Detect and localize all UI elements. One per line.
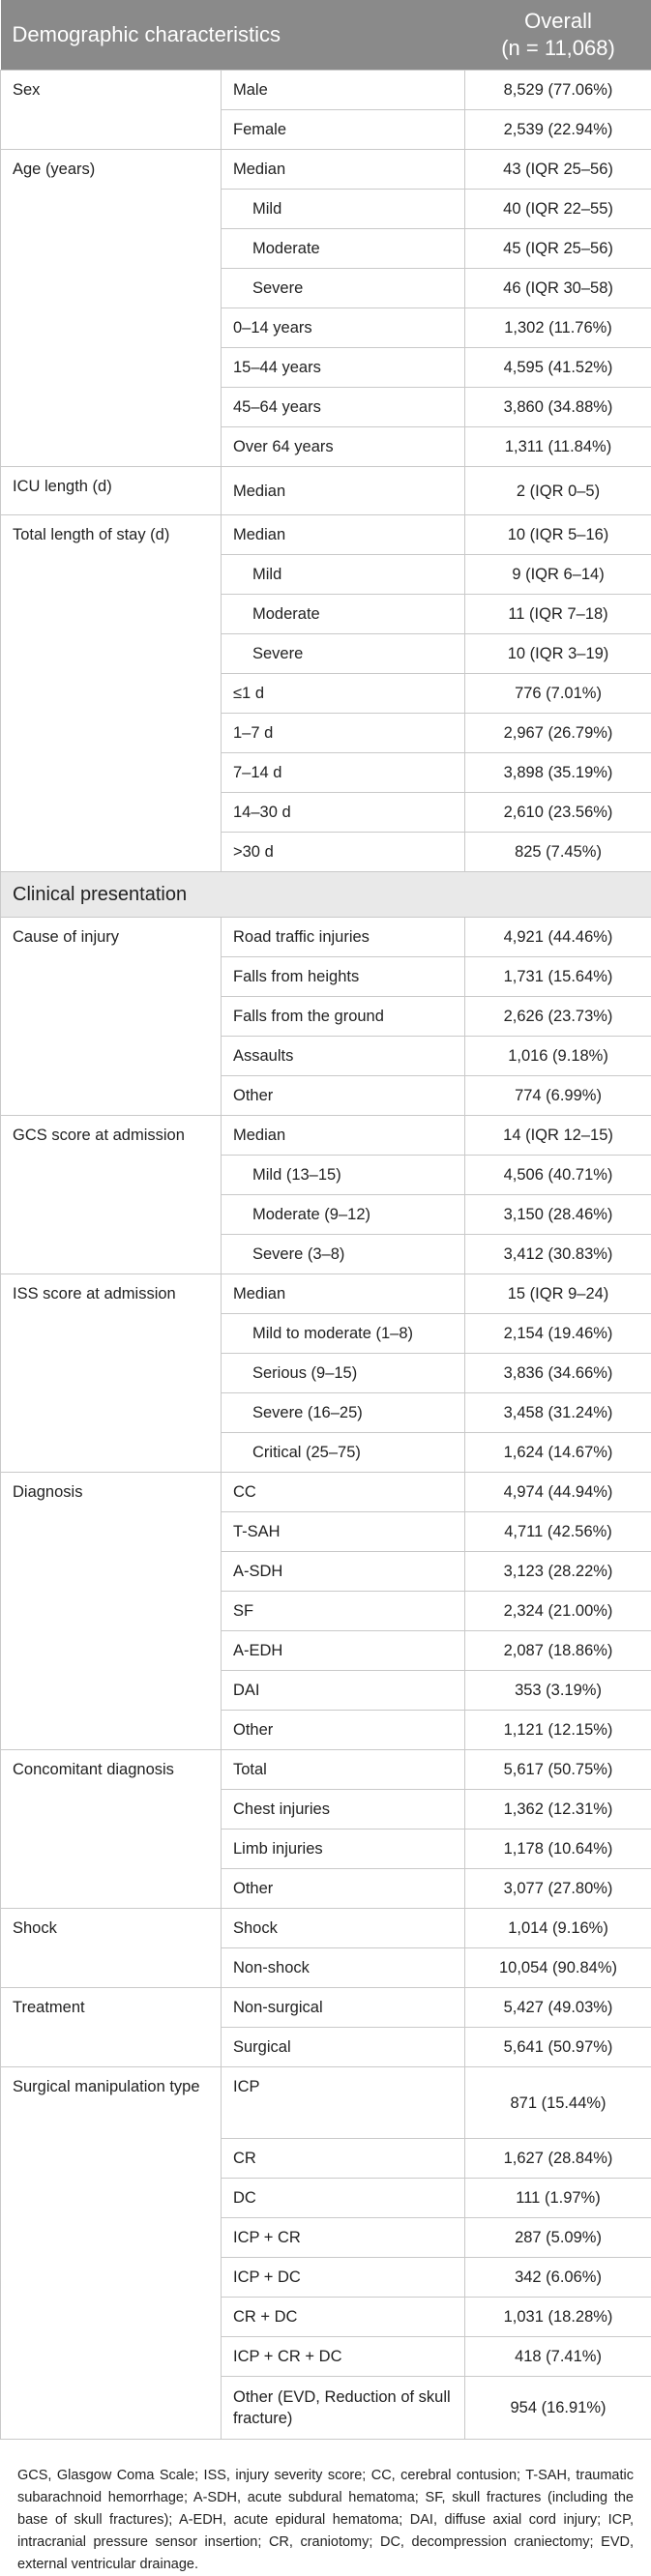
value-cell: 46 (IQR 30–58)	[465, 269, 651, 308]
subcategory-cell: Mild	[222, 190, 465, 229]
subcategory-cell: Moderate	[222, 229, 465, 269]
table-row	[1, 2067, 651, 2139]
value-cell: 2,324 (21.00%)	[465, 1592, 651, 1631]
value-cell: 5,427 (49.03%)	[465, 1988, 651, 2028]
subcategory-cell: Shock	[222, 1909, 465, 1948]
value-cell: 418 (7.41%)	[465, 2337, 651, 2377]
subcategory-cell: CC	[222, 1473, 465, 1512]
subcategory-cell: ≤1 d	[222, 674, 465, 714]
value-cell: 4,921 (44.46%)	[465, 918, 651, 957]
subcategory-cell: Median	[222, 1116, 465, 1156]
category-cell: Total length of stay (d)	[1, 515, 222, 872]
category-cell: Shock	[1, 1909, 222, 1988]
header-overall	[465, 0, 651, 71]
subcategory-cell: CR + DC	[222, 2298, 465, 2337]
subcategory-cell: >30 d	[222, 833, 465, 872]
category-cell: Sex	[1, 71, 222, 150]
category-cell: Cause of injury	[1, 918, 222, 1116]
subcategory-cell: Median	[222, 150, 465, 190]
value-cell: 2 (IQR 0–5)	[465, 467, 651, 515]
subcategory-cell: Serious (9–15)	[222, 1354, 465, 1393]
category-cell: ICU length (d)	[1, 467, 222, 515]
table-row	[1, 71, 651, 110]
value-cell: 3,898 (35.19%)	[465, 753, 651, 793]
value-cell: 15 (IQR 9–24)	[465, 1274, 651, 1314]
value-cell: 2,967 (26.79%)	[465, 714, 651, 753]
value-cell: 9 (IQR 6–14)	[465, 555, 651, 595]
subcategory-cell: Severe (16–25)	[222, 1393, 465, 1433]
table-row	[1, 1473, 651, 1512]
value-cell: 342 (6.06%)	[465, 2258, 651, 2298]
value-cell: 1,121 (12.15%)	[465, 1711, 651, 1750]
value-cell: 3,412 (30.83%)	[465, 1235, 651, 1274]
subcategory-cell: Mild (13–15)	[222, 1156, 465, 1195]
subcategory-cell: Falls from the ground	[222, 997, 465, 1037]
subcategory-cell: 1–7 d	[222, 714, 465, 753]
value-cell: 2,087 (18.86%)	[465, 1631, 651, 1671]
subcategory-cell: ICP + CR + DC	[222, 2337, 465, 2377]
value-cell: 2,539 (22.94%)	[465, 110, 651, 150]
category-cell: ISS score at admission	[1, 1274, 222, 1473]
subcategory-cell: 14–30 d	[222, 793, 465, 833]
value-cell: 2,610 (23.56%)	[465, 793, 651, 833]
value-cell: 45 (IQR 25–56)	[465, 229, 651, 269]
header-overall-count: (n = 11,068)	[501, 36, 615, 60]
table-row	[1, 1988, 651, 2028]
value-cell: 3,077 (27.80%)	[465, 1869, 651, 1909]
table-row	[1, 1274, 651, 1314]
value-cell: 5,617 (50.75%)	[465, 1750, 651, 1790]
value-cell: 1,016 (9.18%)	[465, 1037, 651, 1076]
category-cell: Treatment	[1, 1988, 222, 2067]
subcategory-cell: T-SAH	[222, 1512, 465, 1552]
subcategory-cell: DC	[222, 2179, 465, 2218]
value-cell: 1,031 (18.28%)	[465, 2298, 651, 2337]
header-overall-label: Overall	[524, 9, 592, 33]
value-cell: 3,458 (31.24%)	[465, 1393, 651, 1433]
subcategory-cell: Other	[222, 1869, 465, 1909]
value-cell: 10 (IQR 3–19)	[465, 634, 651, 674]
subcategory-cell: Severe	[222, 269, 465, 308]
category-cell: GCS score at admission	[1, 1116, 222, 1274]
value-cell: 10,054 (90.84%)	[465, 1948, 651, 1988]
value-cell: 43 (IQR 25–56)	[465, 150, 651, 190]
value-cell: 1,302 (11.76%)	[465, 308, 651, 348]
value-cell: 8,529 (77.06%)	[465, 71, 651, 110]
value-cell: 1,311 (11.84%)	[465, 427, 651, 467]
value-cell: 776 (7.01%)	[465, 674, 651, 714]
subcategory-cell: ICP	[222, 2067, 465, 2139]
section-title-clinical-presentation: Clinical presentation	[1, 872, 651, 918]
subcategory-cell: 15–44 years	[222, 348, 465, 388]
value-cell: 4,506 (40.71%)	[465, 1156, 651, 1195]
subcategory-cell: Road traffic injuries	[222, 918, 465, 957]
value-cell: 10 (IQR 5–16)	[465, 515, 651, 555]
table-body	[1, 71, 651, 2440]
subcategory-cell: Moderate (9–12)	[222, 1195, 465, 1235]
value-cell: 4,595 (41.52%)	[465, 348, 651, 388]
category-cell: Surgical manipulation type	[1, 2067, 222, 2440]
subcategory-cell: 0–14 years	[222, 308, 465, 348]
subcategory-cell: CR	[222, 2139, 465, 2179]
value-cell: 111 (1.97%)	[465, 2179, 651, 2218]
subcategory-cell: Other (EVD, Reduction of skull fracture)	[222, 2377, 465, 2440]
subcategory-cell: Total	[222, 1750, 465, 1790]
value-cell: 871 (15.44%)	[465, 2067, 651, 2139]
table-row	[1, 150, 651, 190]
category-cell: Age (years)	[1, 150, 222, 467]
table-row	[1, 1909, 651, 1948]
subcategory-cell: A-SDH	[222, 1552, 465, 1592]
value-cell: 5,641 (50.97%)	[465, 2028, 651, 2067]
subcategory-cell: Non-shock	[222, 1948, 465, 1988]
value-cell: 774 (6.99%)	[465, 1076, 651, 1116]
value-cell: 1,731 (15.64%)	[465, 957, 651, 997]
subcategory-cell: Limb injuries	[222, 1830, 465, 1869]
subcategory-cell: Chest injuries	[222, 1790, 465, 1830]
subcategory-cell: Surgical	[222, 2028, 465, 2067]
subcategory-cell: Non-surgical	[222, 1988, 465, 2028]
subcategory-cell: ICP + CR	[222, 2218, 465, 2258]
value-cell: 954 (16.91%)	[465, 2377, 651, 2440]
subcategory-cell: 7–14 d	[222, 753, 465, 793]
value-cell: 4,711 (42.56%)	[465, 1512, 651, 1552]
value-cell: 2,154 (19.46%)	[465, 1314, 651, 1354]
subcategory-cell: Median	[222, 515, 465, 555]
value-cell: 3,860 (34.88%)	[465, 388, 651, 427]
table-row	[1, 1116, 651, 1156]
subcategory-cell: SF	[222, 1592, 465, 1631]
subcategory-cell: Other	[222, 1711, 465, 1750]
table-row	[1, 467, 651, 515]
subcategory-cell: A-EDH	[222, 1631, 465, 1671]
subcategory-cell: Mild	[222, 555, 465, 595]
subcategory-cell: Over 64 years	[222, 427, 465, 467]
value-cell: 11 (IQR 7–18)	[465, 595, 651, 634]
category-cell: Concomitant diagnosis	[1, 1750, 222, 1909]
value-cell: 4,974 (44.94%)	[465, 1473, 651, 1512]
category-cell: Diagnosis	[1, 1473, 222, 1750]
header-demographic-characteristics: Demographic characteristics	[1, 0, 465, 71]
subcategory-cell: Severe (3–8)	[222, 1235, 465, 1274]
value-cell: 825 (7.45%)	[465, 833, 651, 872]
value-cell: 3,150 (28.46%)	[465, 1195, 651, 1235]
subcategory-cell: Median	[222, 1274, 465, 1314]
section-header-row	[1, 872, 651, 918]
table-row	[1, 918, 651, 957]
value-cell: 40 (IQR 22–55)	[465, 190, 651, 229]
subcategory-cell: Mild to moderate (1–8)	[222, 1314, 465, 1354]
subcategory-cell: Severe	[222, 634, 465, 674]
table-footnote: GCS, Glasgow Coma Scale; ISS, injury severity score; CC, cerebral contusion; T-SAH, traumatic subarachnoid hemorrhage; A-SDH, acute subdural hematoma; SF, skull fractures (including the base of skull fractures); A-EDH, acute epidural hematoma; DAI, diffuse axial cord injury; ICP, intracranial pressure sensor insertion; CR, craniotomy; DC, decompression craniectomy; EVD, external ventricular drainage.	[0, 2440, 651, 2576]
subcategory-cell: ICP + DC	[222, 2258, 465, 2298]
value-cell: 1,627 (28.84%)	[465, 2139, 651, 2179]
subcategory-cell: Critical (25–75)	[222, 1433, 465, 1473]
value-cell: 1,178 (10.64%)	[465, 1830, 651, 1869]
value-cell: 1,624 (14.67%)	[465, 1433, 651, 1473]
value-cell: 14 (IQR 12–15)	[465, 1116, 651, 1156]
value-cell: 1,014 (9.16%)	[465, 1909, 651, 1948]
table-row	[1, 515, 651, 555]
value-cell: 3,836 (34.66%)	[465, 1354, 651, 1393]
value-cell: 2,626 (23.73%)	[465, 997, 651, 1037]
subcategory-cell: Female	[222, 110, 465, 150]
subcategory-cell: Male	[222, 71, 465, 110]
subcategory-cell: Assaults	[222, 1037, 465, 1076]
value-cell: 3,123 (28.22%)	[465, 1552, 651, 1592]
subcategory-cell: Median	[222, 467, 465, 515]
value-cell: 1,362 (12.31%)	[465, 1790, 651, 1830]
subcategory-cell: 45–64 years	[222, 388, 465, 427]
subcategory-cell: Other	[222, 1076, 465, 1116]
value-cell: 287 (5.09%)	[465, 2218, 651, 2258]
subcategory-cell: Moderate	[222, 595, 465, 634]
subcategory-cell: Falls from heights	[222, 957, 465, 997]
subcategory-cell: DAI	[222, 1671, 465, 1711]
table-header-row	[1, 0, 651, 71]
table-row	[1, 1750, 651, 1790]
value-cell: 353 (3.19%)	[465, 1671, 651, 1711]
